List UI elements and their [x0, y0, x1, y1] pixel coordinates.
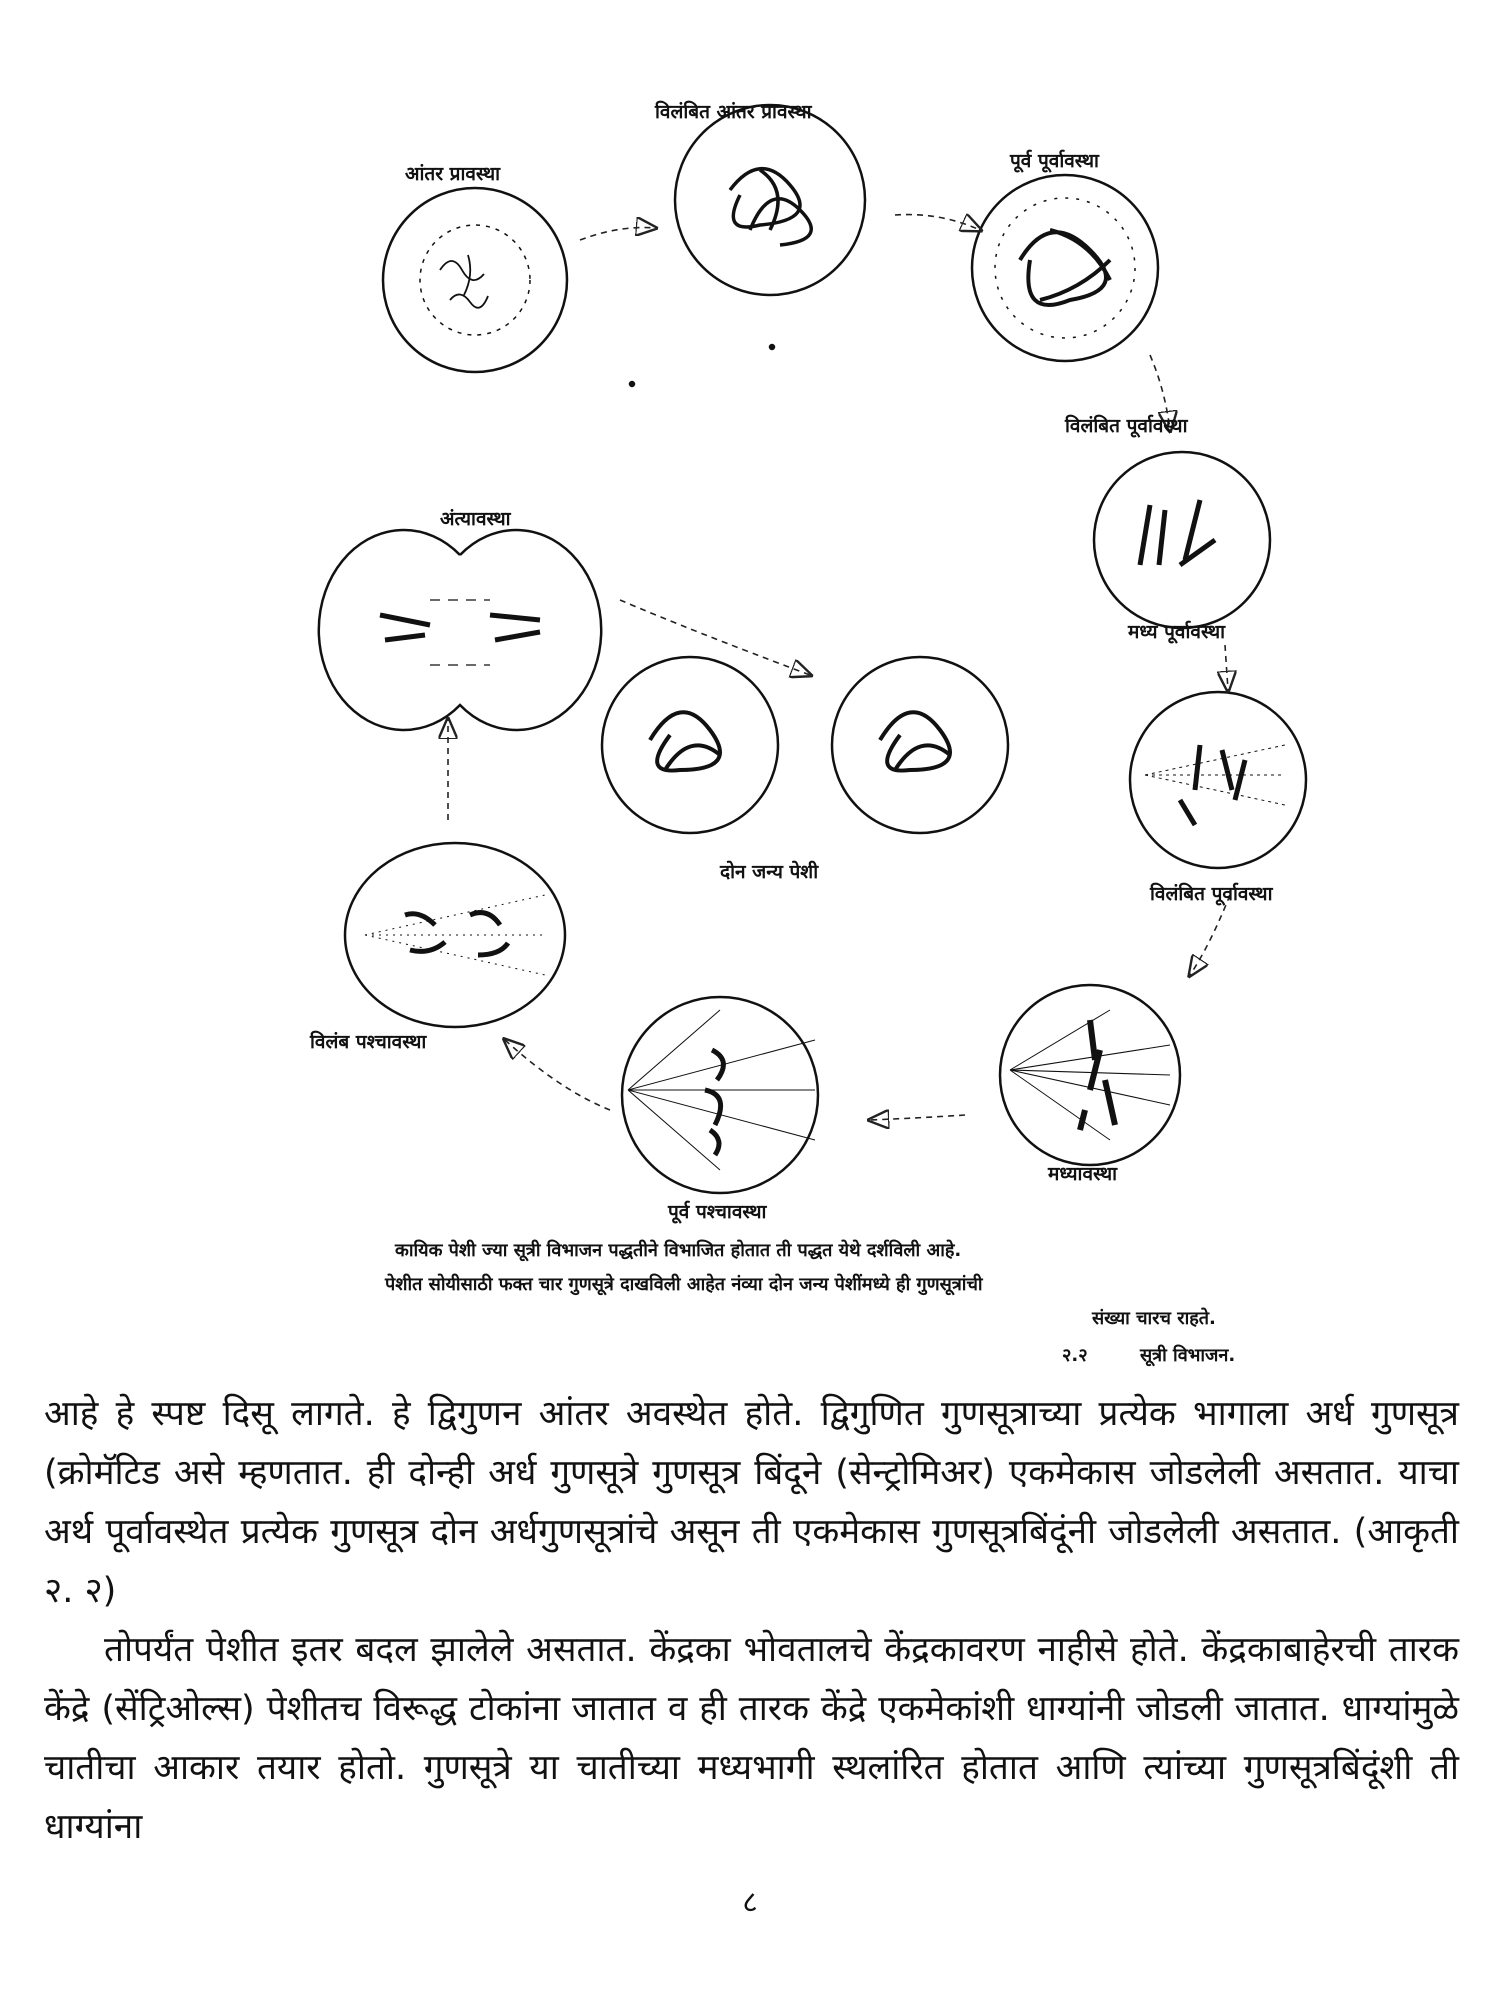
body-text	[44, 1385, 1459, 1857]
label-late-interphase: विलंबित आंतर प्रावस्था	[655, 101, 812, 123]
paragraph-2: तोपर्यंत पेशीत इतर बदल झालेले असतात. केंद्रका भोवतालचे केंद्रकावरण नाहीसे होते. केंद्रकाबाहेरची तारक केंद्रे (सेंट्रिओल्स) पेशीतच विरूद्ध टोकांना जातात व ही तारक केंद्रे एकमेकांशी धाग्यांनी जोडली जातात. धाग्यांमुळे चातीचा आकार तयार होतो. गुणसूत्रे या चातीच्या मध्यभागी स्थलांरित होतात आणि त्यांच्या गुणसूत्रबिंदूंशी ती धाग्यांना	[44, 1630, 1459, 1847]
early-anaphase-cell	[622, 997, 818, 1193]
figure-title: सूत्री विभाजन.	[1140, 1345, 1236, 1366]
cycle-arrows	[448, 215, 1230, 1120]
caption-line-2: पेशीत सोयीसाठी फक्त चार गुणसूत्रे दाखविली आहेत नंव्या दोन जन्य पेशींमध्ये ही गुणसूत्रांची	[385, 1274, 983, 1295]
label-prometaphase: विलंबित पूर्वावस्था	[1150, 883, 1273, 905]
telophase-cell	[319, 530, 601, 730]
paragraph-1: आहे हे स्पष्ट दिसू लागते. हे द्विगुणन आंतर अवस्थेत होते. द्विगुणित गुणसूत्राच्या प्रत्येक भागाला अर्ध गुणसूत्र (क्रोमॅटिड असे म्हणतात. ही दोन्ही अर्ध गुणसूत्रे गुणसूत्र बिंदूने (सेन्ट्रोमिअर) एकमेकास जोडलेली असतात. याचा अर्थ पूर्वावस्थेत प्रत्येक गुणसूत्र दोन अर्धगुणसूत्रांचे असून ती एकमेकास गुणसूत्रबिंदूंनी जोडलेली असतात. (आकृती २. २)	[44, 1394, 1459, 1611]
caption-line-3: संख्या चारच राहते.	[1092, 1308, 1216, 1329]
label-telophase: अंत्यावस्था	[440, 508, 511, 530]
caption-line-1: कायिक पेशी ज्या सूत्री विभाजन पद्धतीने विभाजित होतात ती पद्धत येथे दर्शविली आहे.	[395, 1240, 962, 1261]
early-prophase-cell	[972, 175, 1158, 361]
page-number: ८	[742, 1885, 758, 1920]
late-prophase-cell	[1094, 452, 1270, 628]
figure-number: २.२	[1062, 1345, 1088, 1366]
label-metaphase: मध्यावस्था	[1048, 1163, 1118, 1185]
prometaphase-cell	[1130, 692, 1306, 868]
label-interphase: आंतर प्रावस्था	[405, 163, 501, 185]
label-early-prophase: पूर्व पूर्वावस्था	[1010, 150, 1099, 172]
label-mid-prophase: मध्य पूर्वावस्था	[1128, 621, 1226, 643]
label-late-anaphase: विलंब पश्चावस्था	[310, 1031, 427, 1053]
metaphase-cell	[1000, 985, 1180, 1165]
label-late-prophase: विलंबित पूर्वावस्था	[1065, 415, 1188, 437]
label-early-anaphase: पूर्व पश्चावस्था	[668, 1201, 767, 1223]
label-daughter-cells: दोन जन्य पेशी	[720, 861, 819, 883]
late-anaphase-cell	[345, 843, 565, 1027]
